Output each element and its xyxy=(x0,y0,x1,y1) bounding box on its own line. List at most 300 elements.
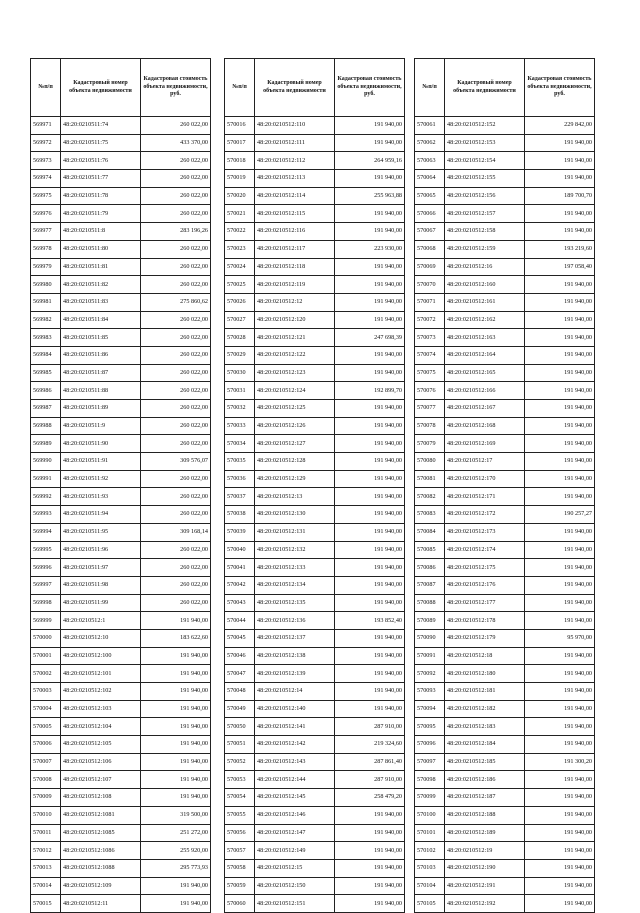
cadastral-value: 191 940,00 xyxy=(335,665,405,683)
cadastral-number: 48:20:0210511:9 xyxy=(61,417,141,435)
cadastral-value: 191 940,00 xyxy=(525,488,595,506)
row-number: 570088 xyxy=(415,594,445,612)
table-row xyxy=(415,435,595,453)
cadastral-value: 260 022,00 xyxy=(141,559,211,577)
cadastral-number: 48:20:0210512:159 xyxy=(445,240,525,258)
cadastral-number: 48:20:0210512:185 xyxy=(445,753,525,771)
cadastral-value: 275 860,62 xyxy=(141,293,211,311)
row-number: 570064 xyxy=(415,170,445,188)
row-number: 569973 xyxy=(31,152,61,170)
table-row xyxy=(31,877,211,895)
table-row xyxy=(225,276,405,294)
table-row xyxy=(415,594,595,612)
cadastral-value: 191 940,00 xyxy=(525,400,595,418)
row-number: 569993 xyxy=(31,506,61,524)
cadastral-number: 48:20:0210511:79 xyxy=(61,205,141,223)
cadastral-value: 191 940,00 xyxy=(141,877,211,895)
cadastral-value: 260 022,00 xyxy=(141,417,211,435)
cadastral-number: 48:20:0210511:8 xyxy=(61,223,141,241)
table-row xyxy=(415,612,595,630)
table-row xyxy=(225,223,405,241)
row-number: 570002 xyxy=(31,665,61,683)
cadastral-value: 191 940,00 xyxy=(335,895,405,913)
table-row xyxy=(31,488,211,506)
table-row xyxy=(31,541,211,559)
cadastral-number: 48:20:0210512:164 xyxy=(445,346,525,364)
cadastral-number: 48:20:0210512:1088 xyxy=(61,859,141,877)
table-row xyxy=(415,311,595,329)
cadastral-value: 260 022,00 xyxy=(141,541,211,559)
cadastral-value: 191 940,00 xyxy=(141,647,211,665)
row-number: 569979 xyxy=(31,258,61,276)
cadastral-value: 191 940,00 xyxy=(335,506,405,524)
table-row xyxy=(31,718,211,736)
cadastral-table-3 xyxy=(414,58,595,913)
cadastral-value: 191 940,00 xyxy=(141,700,211,718)
row-number: 570051 xyxy=(225,736,255,754)
cadastral-value: 191 940,00 xyxy=(525,824,595,842)
cadastral-value: 191 940,00 xyxy=(525,594,595,612)
table-row xyxy=(225,117,405,135)
cadastral-value: 191 940,00 xyxy=(525,346,595,364)
cadastral-number: 48:20:0210512:153 xyxy=(445,134,525,152)
table-row xyxy=(225,559,405,577)
table-row xyxy=(31,117,211,135)
row-number: 570003 xyxy=(31,683,61,701)
cadastral-number: 48:20:0210512:169 xyxy=(445,435,525,453)
table-row xyxy=(415,647,595,665)
cadastral-number: 48:20:0210511:82 xyxy=(61,276,141,294)
table-row xyxy=(225,435,405,453)
cadastral-value: 191 940,00 xyxy=(335,683,405,701)
cadastral-value: 191 940,00 xyxy=(525,470,595,488)
row-number: 570091 xyxy=(415,647,445,665)
row-number: 570066 xyxy=(415,205,445,223)
cadastral-value: 191 940,00 xyxy=(335,293,405,311)
cadastral-number: 48:20:0210512:125 xyxy=(255,400,335,418)
row-number: 570018 xyxy=(225,152,255,170)
row-number: 570049 xyxy=(225,700,255,718)
cadastral-number: 48:20:0210511:81 xyxy=(61,258,141,276)
cadastral-number: 48:20:0210511:96 xyxy=(61,541,141,559)
cadastral-number: 48:20:0210511:89 xyxy=(61,400,141,418)
cadastral-number: 48:20:0210512:129 xyxy=(255,470,335,488)
table-row xyxy=(415,877,595,895)
row-number: 569987 xyxy=(31,400,61,418)
row-number: 570081 xyxy=(415,470,445,488)
cadastral-value: 260 022,00 xyxy=(141,382,211,400)
row-number: 570104 xyxy=(415,877,445,895)
table-row xyxy=(31,576,211,594)
table-row xyxy=(225,612,405,630)
header-cadastral-number: Кадастровый номер объекта недвижимости xyxy=(445,59,525,117)
table-row xyxy=(31,223,211,241)
table-row xyxy=(225,629,405,647)
cadastral-value: 191 940,00 xyxy=(335,417,405,435)
row-number: 570014 xyxy=(31,877,61,895)
cadastral-number: 48:20:0210512:144 xyxy=(255,771,335,789)
table-row xyxy=(415,824,595,842)
cadastral-value: 191 940,00 xyxy=(525,417,595,435)
cadastral-number: 48:20:0210512:160 xyxy=(445,276,525,294)
row-number: 570105 xyxy=(415,895,445,913)
cadastral-value: 191 940,00 xyxy=(335,453,405,471)
table-row xyxy=(225,187,405,205)
row-number: 570032 xyxy=(225,400,255,418)
cadastral-value: 191 940,00 xyxy=(525,895,595,913)
row-number: 570095 xyxy=(415,718,445,736)
table-row xyxy=(415,470,595,488)
row-number: 570097 xyxy=(415,753,445,771)
table-row xyxy=(31,859,211,877)
cadastral-value: 191 940,00 xyxy=(335,470,405,488)
row-number: 570068 xyxy=(415,240,445,258)
table-row xyxy=(31,258,211,276)
row-number: 570048 xyxy=(225,683,255,701)
table-row xyxy=(225,453,405,471)
row-number: 570078 xyxy=(415,417,445,435)
row-number: 569996 xyxy=(31,559,61,577)
cadastral-number: 48:20:0210512:184 xyxy=(445,736,525,754)
row-number: 569976 xyxy=(31,205,61,223)
row-number: 569986 xyxy=(31,382,61,400)
row-number: 570022 xyxy=(225,223,255,241)
cadastral-number: 48:20:0210512:171 xyxy=(445,488,525,506)
cadastral-value: 255 963,88 xyxy=(335,187,405,205)
cadastral-value: 247 698,39 xyxy=(335,329,405,347)
row-number: 569991 xyxy=(31,470,61,488)
cadastral-number: 48:20:0210511:98 xyxy=(61,576,141,594)
cadastral-number: 48:20:0210511:83 xyxy=(61,293,141,311)
cadastral-number: 48:20:0210512:100 xyxy=(61,647,141,665)
cadastral-number: 48:20:0210512:117 xyxy=(255,240,335,258)
row-number: 570010 xyxy=(31,806,61,824)
cadastral-value: 191 940,00 xyxy=(525,683,595,701)
table-row xyxy=(225,877,405,895)
table-row xyxy=(415,576,595,594)
cadastral-number: 48:20:0210512:175 xyxy=(445,559,525,577)
table-row xyxy=(31,683,211,701)
cadastral-value: 191 940,00 xyxy=(335,311,405,329)
header-cadastral-value: Кадастровая стоимость объекта недвижимости, руб. xyxy=(141,59,211,117)
row-number: 570094 xyxy=(415,700,445,718)
cadastral-value: 191 940,00 xyxy=(141,753,211,771)
cadastral-number: 48:20:0210512:137 xyxy=(255,629,335,647)
table-row xyxy=(31,187,211,205)
table-row xyxy=(415,771,595,789)
cadastral-value: 191 940,00 xyxy=(525,435,595,453)
cadastral-number: 48:20:0210511:99 xyxy=(61,594,141,612)
cadastral-number: 48:20:0210512:158 xyxy=(445,223,525,241)
table-row xyxy=(31,417,211,435)
cadastral-number: 48:20:0210512:12 xyxy=(255,293,335,311)
cadastral-number: 48:20:0210512:174 xyxy=(445,541,525,559)
cadastral-value: 190 257,27 xyxy=(525,506,595,524)
table-row xyxy=(415,240,595,258)
cadastral-number: 48:20:0210511:86 xyxy=(61,346,141,364)
cadastral-value: 191 940,00 xyxy=(335,205,405,223)
cadastral-value: 255 920,00 xyxy=(141,842,211,860)
table-row xyxy=(31,205,211,223)
cadastral-value: 219 324,60 xyxy=(335,736,405,754)
table-row xyxy=(225,134,405,152)
cadastral-number: 48:20:0210512:116 xyxy=(255,223,335,241)
cadastral-value: 191 940,00 xyxy=(525,276,595,294)
row-number: 570098 xyxy=(415,771,445,789)
table-row xyxy=(31,276,211,294)
cadastral-value: 260 022,00 xyxy=(141,117,211,135)
header-num: №п/п xyxy=(225,59,255,117)
cadastral-number: 48:20:0210512:168 xyxy=(445,417,525,435)
cadastral-value: 309 168,14 xyxy=(141,523,211,541)
row-number: 570092 xyxy=(415,665,445,683)
cadastral-value: 283 196,26 xyxy=(141,223,211,241)
cadastral-value: 191 940,00 xyxy=(525,329,595,347)
cadastral-number: 48:20:0210512:152 xyxy=(445,117,525,135)
row-number: 570071 xyxy=(415,293,445,311)
cadastral-number: 48:20:0210512:155 xyxy=(445,170,525,188)
row-number: 570044 xyxy=(225,612,255,630)
cadastral-number: 48:20:0210511:80 xyxy=(61,240,141,258)
table-row xyxy=(31,612,211,630)
row-number: 569992 xyxy=(31,488,61,506)
cadastral-number: 48:20:0210512:127 xyxy=(255,435,335,453)
table-row xyxy=(31,470,211,488)
table-row xyxy=(225,488,405,506)
row-number: 570025 xyxy=(225,276,255,294)
cadastral-value: 191 940,00 xyxy=(525,134,595,152)
cadastral-value: 191 940,00 xyxy=(335,700,405,718)
table-row xyxy=(415,293,595,311)
cadastral-value: 287 910,00 xyxy=(335,718,405,736)
cadastral-value: 260 022,00 xyxy=(141,488,211,506)
row-number: 570060 xyxy=(225,895,255,913)
table-row xyxy=(31,346,211,364)
cadastral-number: 48:20:0210512:136 xyxy=(255,612,335,630)
cadastral-number: 48:20:0210512:183 xyxy=(445,718,525,736)
cadastral-value: 191 940,00 xyxy=(525,806,595,824)
cadastral-number: 48:20:0210512:131 xyxy=(255,523,335,541)
cadastral-number: 48:20:0210512:182 xyxy=(445,700,525,718)
row-number: 570037 xyxy=(225,488,255,506)
cadastral-value: 191 940,00 xyxy=(525,364,595,382)
row-number: 570021 xyxy=(225,205,255,223)
row-number: 570033 xyxy=(225,417,255,435)
cadastral-value: 191 940,00 xyxy=(525,205,595,223)
row-number: 570020 xyxy=(225,187,255,205)
cadastral-value: 191 940,00 xyxy=(141,612,211,630)
cadastral-value: 191 940,00 xyxy=(335,400,405,418)
table-row xyxy=(225,523,405,541)
cadastral-value: 191 940,00 xyxy=(335,576,405,594)
cadastral-number: 48:20:0210512:114 xyxy=(255,187,335,205)
table-row xyxy=(415,276,595,294)
cadastral-number: 48:20:0210512:103 xyxy=(61,700,141,718)
row-number: 570038 xyxy=(225,506,255,524)
row-number: 570036 xyxy=(225,470,255,488)
table-row xyxy=(31,647,211,665)
row-number: 570047 xyxy=(225,665,255,683)
cadastral-number: 48:20:0210511:95 xyxy=(61,523,141,541)
table-row xyxy=(31,665,211,683)
row-number: 569978 xyxy=(31,240,61,258)
row-number: 569982 xyxy=(31,311,61,329)
table-row xyxy=(415,364,595,382)
cadastral-number: 48:20:0210512:189 xyxy=(445,824,525,842)
cadastral-number: 48:20:0210512:1085 xyxy=(61,824,141,842)
row-number: 569977 xyxy=(31,223,61,241)
cadastral-number: 48:20:0210512:113 xyxy=(255,170,335,188)
cadastral-number: 48:20:0210512:149 xyxy=(255,842,335,860)
cadastral-number: 48:20:0210511:90 xyxy=(61,435,141,453)
cadastral-value: 191 940,00 xyxy=(335,842,405,860)
cadastral-number: 48:20:0210511:85 xyxy=(61,329,141,347)
table-row xyxy=(415,859,595,877)
cadastral-value: 287 861,40 xyxy=(335,753,405,771)
cadastral-number: 48:20:0210512:13 xyxy=(255,488,335,506)
table-row xyxy=(225,753,405,771)
cadastral-number: 48:20:0210511:75 xyxy=(61,134,141,152)
cadastral-value: 193 219,60 xyxy=(525,240,595,258)
table-row xyxy=(415,117,595,135)
row-number: 570089 xyxy=(415,612,445,630)
cadastral-value: 251 272,00 xyxy=(141,824,211,842)
cadastral-number: 48:20:0210511:84 xyxy=(61,311,141,329)
cadastral-number: 48:20:0210512:163 xyxy=(445,329,525,347)
cadastral-value: 191 940,00 xyxy=(335,559,405,577)
table-row xyxy=(225,170,405,188)
cadastral-number: 48:20:0210512:166 xyxy=(445,382,525,400)
row-number: 570052 xyxy=(225,753,255,771)
table-row xyxy=(415,400,595,418)
row-number: 570062 xyxy=(415,134,445,152)
cadastral-number: 48:20:0210512:1 xyxy=(61,612,141,630)
table-row xyxy=(31,400,211,418)
cadastral-number: 48:20:0210512:187 xyxy=(445,789,525,807)
cadastral-number: 48:20:0210512:190 xyxy=(445,859,525,877)
cadastral-value: 191 940,00 xyxy=(335,117,405,135)
row-number: 570004 xyxy=(31,700,61,718)
row-number: 570000 xyxy=(31,629,61,647)
row-number: 570019 xyxy=(225,170,255,188)
table-row xyxy=(31,789,211,807)
table-row xyxy=(225,771,405,789)
cadastral-number: 48:20:0210512:105 xyxy=(61,736,141,754)
cadastral-number: 48:20:0210512:124 xyxy=(255,382,335,400)
table-row xyxy=(415,718,595,736)
cadastral-number: 48:20:0210512:167 xyxy=(445,400,525,418)
table-row xyxy=(225,665,405,683)
table-row xyxy=(225,806,405,824)
row-number: 570074 xyxy=(415,346,445,364)
cadastral-number: 48:20:0210511:78 xyxy=(61,187,141,205)
cadastral-value: 191 940,00 xyxy=(335,488,405,506)
table-row xyxy=(31,629,211,647)
cadastral-number: 48:20:0210512:170 xyxy=(445,470,525,488)
row-number: 570034 xyxy=(225,435,255,453)
row-number: 570103 xyxy=(415,859,445,877)
row-number: 569988 xyxy=(31,417,61,435)
row-number: 570099 xyxy=(415,789,445,807)
table-row xyxy=(415,152,595,170)
table-row xyxy=(415,205,595,223)
cadastral-number: 48:20:0210512:19 xyxy=(445,842,525,860)
row-number: 569994 xyxy=(31,523,61,541)
cadastral-number: 48:20:0210512:156 xyxy=(445,187,525,205)
cadastral-table-1 xyxy=(30,58,211,913)
cadastral-value: 191 940,00 xyxy=(141,665,211,683)
cadastral-number: 48:20:0210512:151 xyxy=(255,895,335,913)
table-row xyxy=(415,382,595,400)
table-row xyxy=(415,170,595,188)
table-row xyxy=(31,311,211,329)
cadastral-number: 48:20:0210512:112 xyxy=(255,152,335,170)
cadastral-value: 260 022,00 xyxy=(141,594,211,612)
cadastral-value: 95 970,00 xyxy=(525,629,595,647)
cadastral-value: 260 022,00 xyxy=(141,364,211,382)
cadastral-value: 258 479,20 xyxy=(335,789,405,807)
table-row xyxy=(225,824,405,842)
table-row xyxy=(225,736,405,754)
row-number: 570050 xyxy=(225,718,255,736)
cadastral-value: 260 022,00 xyxy=(141,187,211,205)
row-number: 569989 xyxy=(31,435,61,453)
cadastral-number: 48:20:0210512:132 xyxy=(255,541,335,559)
table-row xyxy=(225,364,405,382)
table-row xyxy=(31,152,211,170)
cadastral-number: 48:20:0210512:142 xyxy=(255,736,335,754)
cadastral-number: 48:20:0210512:111 xyxy=(255,134,335,152)
cadastral-number: 48:20:0210512:154 xyxy=(445,152,525,170)
cadastral-value: 192 899,70 xyxy=(335,382,405,400)
table-row xyxy=(225,594,405,612)
row-number: 569980 xyxy=(31,276,61,294)
header-row xyxy=(31,59,211,117)
cadastral-value: 191 940,00 xyxy=(525,152,595,170)
row-number: 570043 xyxy=(225,594,255,612)
row-number: 570026 xyxy=(225,293,255,311)
cadastral-value: 260 022,00 xyxy=(141,346,211,364)
cadastral-value: 191 940,00 xyxy=(335,523,405,541)
row-number: 570027 xyxy=(225,311,255,329)
table-row xyxy=(225,346,405,364)
row-number: 570055 xyxy=(225,806,255,824)
cadastral-value: 191 940,00 xyxy=(525,842,595,860)
table-row xyxy=(415,523,595,541)
table-row xyxy=(225,895,405,913)
cadastral-value: 260 022,00 xyxy=(141,470,211,488)
cadastral-number: 48:20:0210512:119 xyxy=(255,276,335,294)
cadastral-value: 191 940,00 xyxy=(335,859,405,877)
row-number: 570072 xyxy=(415,311,445,329)
row-number: 570040 xyxy=(225,541,255,559)
cadastral-number: 48:20:0210512:109 xyxy=(61,877,141,895)
cadastral-number: 48:20:0210512:101 xyxy=(61,665,141,683)
table-row xyxy=(31,293,211,311)
cadastral-number: 48:20:0210512:179 xyxy=(445,629,525,647)
cadastral-number: 48:20:0210512:139 xyxy=(255,665,335,683)
cadastral-number: 48:20:0210512:120 xyxy=(255,311,335,329)
cadastral-value: 260 022,00 xyxy=(141,152,211,170)
cadastral-value: 260 022,00 xyxy=(141,205,211,223)
cadastral-number: 48:20:0210512:150 xyxy=(255,877,335,895)
table-row xyxy=(31,240,211,258)
cadastral-value: 191 940,00 xyxy=(141,736,211,754)
row-number: 570017 xyxy=(225,134,255,152)
table-row xyxy=(415,346,595,364)
row-number: 570101 xyxy=(415,824,445,842)
cadastral-value: 191 940,00 xyxy=(525,859,595,877)
